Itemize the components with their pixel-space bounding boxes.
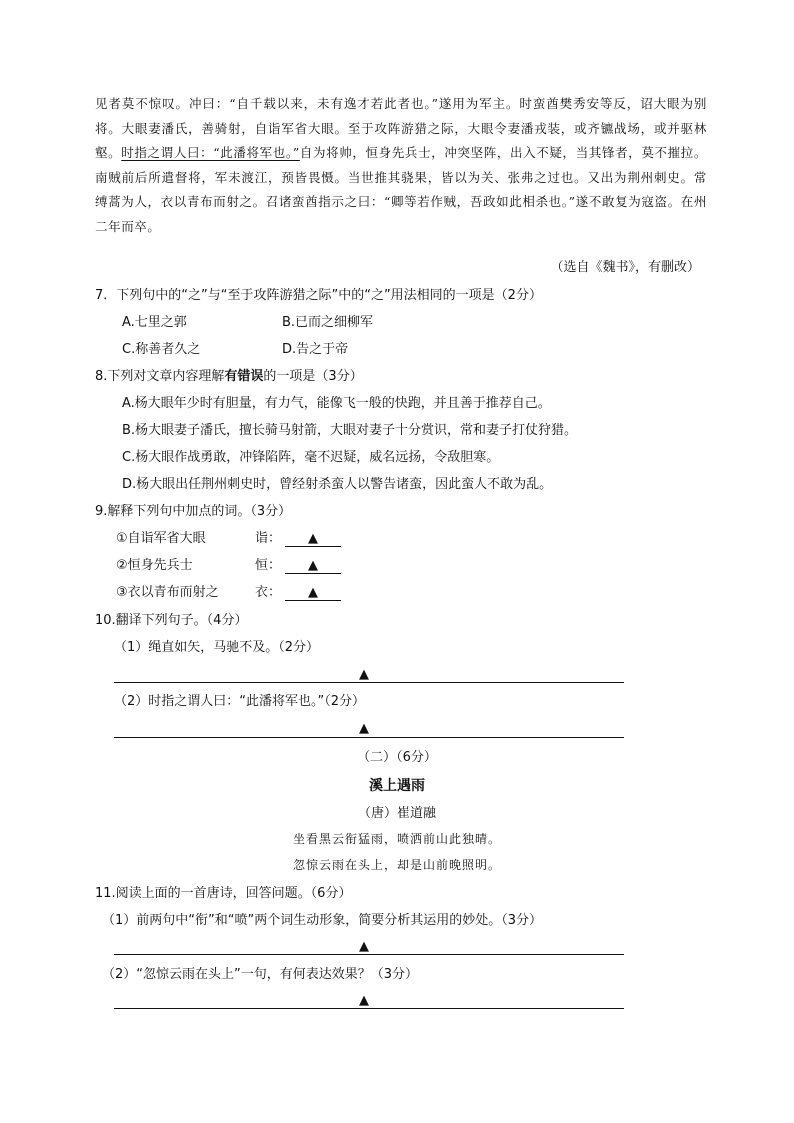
- answer-marker: ▲: [359, 939, 369, 954]
- q8-stem: [95, 367, 363, 387]
- q8-stem-emphasis: 有错误: [224, 369, 264, 384]
- passage-text-1: 见者莫不惊叹。冲曰：“自千载以来，未有逸才若此者也。”遂用为军主。时蛮酋樊秀安等反，诏大眼为别将。大眼妻潘氏，善骑射，自诣军省大眼。至于攻阵游猎之际，大眼令妻潘戎装，或齐镳战场，或并驱林壑。: [95, 96, 707, 161]
- poem-author: （唐）崔道融: [357, 806, 436, 821]
- answer-marker: ▲: [285, 559, 341, 574]
- q9-word-3: 衣：: [255, 585, 282, 600]
- q8-option-d: D.杨大眼出任荆州刺史时，曾经射杀蛮人以警告诸蛮，因此蛮人不敢为乱。: [122, 477, 553, 492]
- q9-answer-1[interactable]: [255, 529, 341, 549]
- answer-line[interactable]: [114, 1008, 624, 1009]
- q8-option-a: A.杨大眼年少时有胆量，有力气，能像飞一般的快跑，并且善于推荐自己。: [122, 396, 551, 411]
- q8-stem-post: 的一项是（3分）: [263, 369, 363, 384]
- q7-option-d: D.告之于帝: [282, 342, 349, 357]
- passage-text-2: 自为将帅，恒身先兵士，冲突坚阵，出入不疑，当其锋者，莫不摧拉。南贼前后所遣督将，军未渡江，预皆畏慑。当世推其骁果，皆以为关、张弗之过也。又出为荆州刺史。常缚蒿为人，衣以青布而射之。召诸蛮酋指示之曰：“卿等若作贼，吾政如此相杀也。”遂不敢复为寇盗。在州二年而卒。: [95, 145, 708, 234]
- q10-stem: 10.翻译下列句子。（4分）: [95, 613, 248, 628]
- q11-question-1: （1）前两句中“衔”和“喷”两个词生动形象，简要分析其运用的妙处。（3分）: [102, 913, 542, 928]
- q9-word-2: 恒：: [255, 558, 282, 573]
- q10-sentence-1: （1）绳直如矢，马驰不及。（2分）: [114, 640, 320, 655]
- answer-marker: ▲: [285, 586, 341, 601]
- answer-marker: ▲: [285, 532, 341, 547]
- poem-line-1: 坐看黑云衔猛雨，喷洒前山此独晴。: [292, 832, 501, 846]
- q7-stem: 7．下列句中的“之”与“至于攻阵游猎之际”中的“之”用法相同的一项是（2分）: [95, 288, 542, 303]
- q9-answer-2[interactable]: [255, 556, 341, 576]
- q10-sentence-2: （2）时指之谓人曰：“此潘将军也。”（2分）: [114, 694, 366, 709]
- q9-item-3: ③衣以青布而射之: [116, 585, 219, 600]
- q8-stem-pre: 8.下列对文章内容理解: [95, 369, 225, 384]
- answer-line[interactable]: [114, 954, 624, 955]
- underlined-sentence: 时指之谓人曰：“此潘将军也。”: [121, 145, 300, 161]
- answer-marker: ▲: [359, 993, 369, 1008]
- q9-stem: 9.解释下列句中加点的词。（3分）: [95, 504, 292, 519]
- q7-option-b: B.已而之细柳军: [282, 315, 374, 330]
- q9-word-1: 诣：: [255, 531, 282, 546]
- q8-option-c: C.杨大眼作战勇敢，冲锋陷阵，毫不迟疑，威名远扬，令敌胆寒。: [122, 450, 500, 465]
- answer-line[interactable]: [114, 737, 624, 738]
- classical-passage: [95, 92, 707, 240]
- q8-option-b: B.杨大眼妻子潘氏，擅长骑马射箭，大眼对妻子十分赏识，常和妻子打仗狩猎。: [122, 423, 578, 438]
- passage-source: （选自《魏书》，有删改）: [550, 260, 700, 275]
- poem-line-2: 忽惊云雨在头上，却是山前晚照明。: [292, 858, 501, 872]
- q7-option-c: C.称善者久之: [122, 342, 201, 357]
- poem-title: 溪上遇雨: [369, 778, 425, 794]
- q7-option-a: A.七里之郭: [122, 315, 187, 330]
- q9-answer-3[interactable]: [255, 583, 341, 603]
- q9-item-2: ②恒身先兵士: [116, 558, 193, 573]
- answer-marker: ▲: [359, 721, 369, 736]
- q9-item-1: ①自诣军省大眼: [116, 531, 206, 546]
- section-heading: （二）（6分）: [357, 750, 437, 765]
- q11-stem: 11.阅读上面的一首唐诗，回答问题。（6分）: [95, 886, 352, 901]
- answer-line[interactable]: [114, 682, 624, 683]
- q11-question-2: （2）“忽惊云雨在头上”一句，有何表达效果？（3分）: [102, 967, 419, 982]
- answer-marker: ▲: [359, 667, 369, 682]
